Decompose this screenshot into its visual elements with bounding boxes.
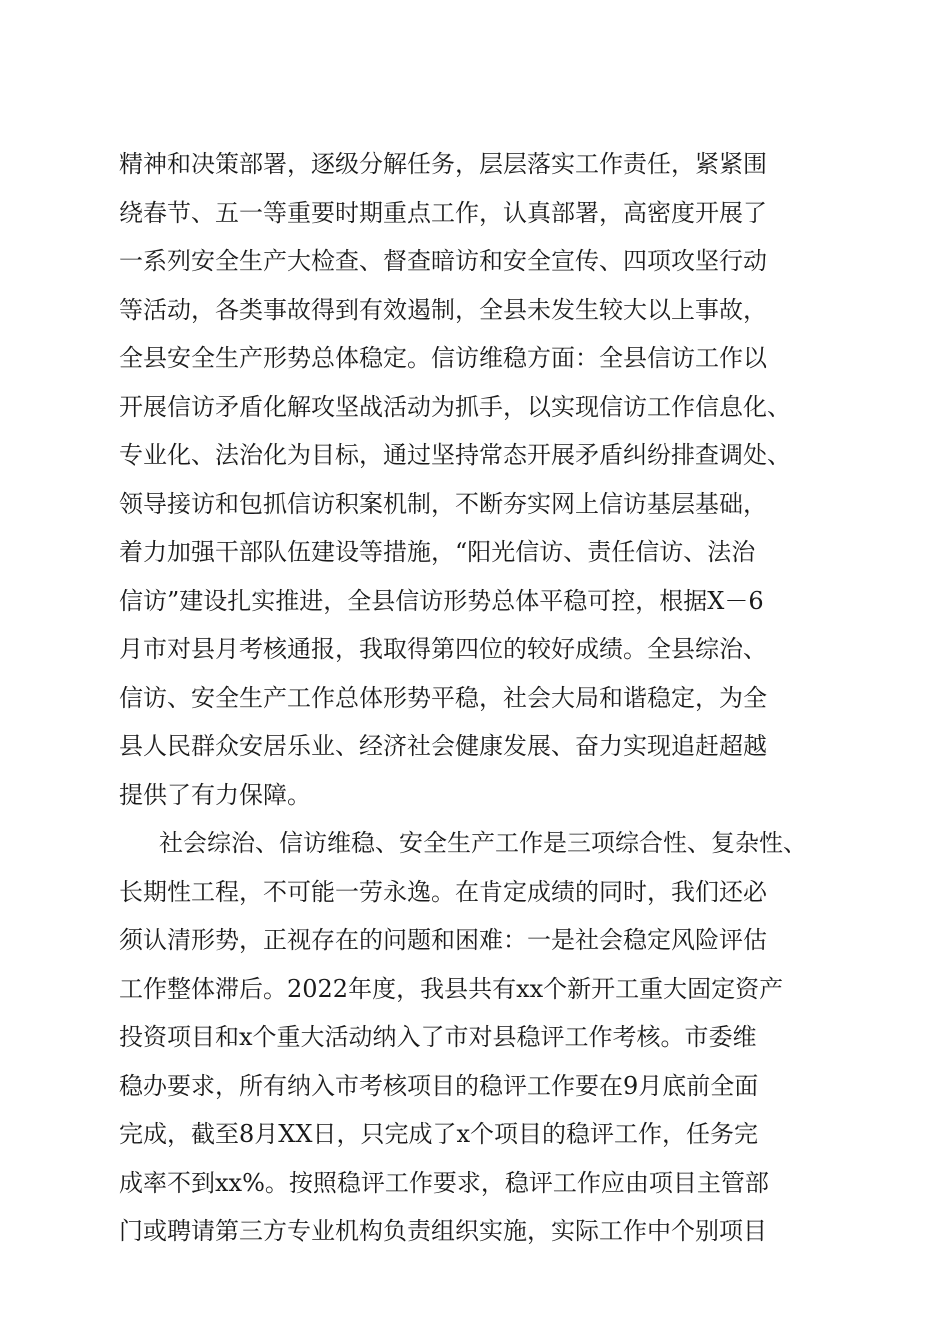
text-line: 信访”建设扎实推进，全县信访形势总体平稳可控，根据X－6 — [119, 586, 764, 615]
text-line: 工作整体滞后。2022年度，我县共有xx个新开工重大固定资产 — [119, 974, 784, 1003]
text-line: 绕春节、五一等重要时期重点工作，认真部署，高密度开展了 — [119, 198, 767, 227]
text-line: 一系列安全生产大检查、督查暗访和安全宣传、四项攻坚行动 — [119, 247, 767, 275]
text-line: 领导接访和包抓信访积案机制，不断夯实网上信访基层基础， — [119, 489, 767, 518]
text-line: 专业化、法治化为目标，通过坚持常态开展矛盾纠纷排查调处、 — [119, 441, 791, 469]
text-line: 等活动，各类事故得到有效遏制，全县未发生较大以上事故， — [119, 295, 767, 324]
paragraph-2 — [119, 819, 839, 1256]
text-line: 提供了有力保障。 — [119, 780, 311, 809]
text-line: 完成，截至8月XX日，只完成了x个项目的稳评工作，任务完 — [119, 1120, 758, 1148]
text-line: 须认清形势，正视存在的问题和困难：一是社会稳定风险评估 — [119, 926, 767, 954]
text-line: 门或聘请第三方专业机构负责组织实施，实际工作中个别项目 — [119, 1217, 767, 1245]
document-body — [119, 140, 839, 1256]
text-line: 投资项目和x个重大活动纳入了市对县稳评工作考核。市委维 — [119, 1023, 757, 1051]
text-line: 社会综治、信访维稳、安全生产工作是三项综合性、复杂性、 — [159, 829, 807, 857]
text-line: 精神和决策部署，逐级分解任务，层层落实工作责任，紧紧围 — [119, 150, 767, 178]
text-line: 着力加强干部队伍建设等措施，“阳光信访、责任信访、法治 — [119, 538, 756, 566]
text-line: 全县安全生产形势总体稳定。信访维稳方面：全县信访工作以 — [119, 344, 767, 372]
text-line: 长期性工程，不可能一劳永逸。在肯定成绩的同时，我们还必 — [119, 877, 767, 906]
paragraph-1 — [119, 140, 839, 819]
text-line: 稳办要求，所有纳入市考核项目的稳评工作要在9月底前全面 — [119, 1071, 759, 1100]
text-line: 信访、安全生产工作总体形势平稳，社会大局和谐稳定，为全 — [119, 683, 767, 712]
text-line: 县人民群众安居乐业、经济社会健康发展、奋力实现追赶超越 — [119, 732, 767, 760]
text-line: 开展信访矛盾化解攻坚战活动为抓手，以实现信访工作信息化、 — [119, 392, 791, 421]
text-line: 月市对县月考核通报，我取得第四位的较好成绩。全县综治、 — [119, 635, 767, 663]
text-line: 成率不到xx%。按照稳评工作要求，稳评工作应由项目主管部 — [119, 1168, 769, 1197]
